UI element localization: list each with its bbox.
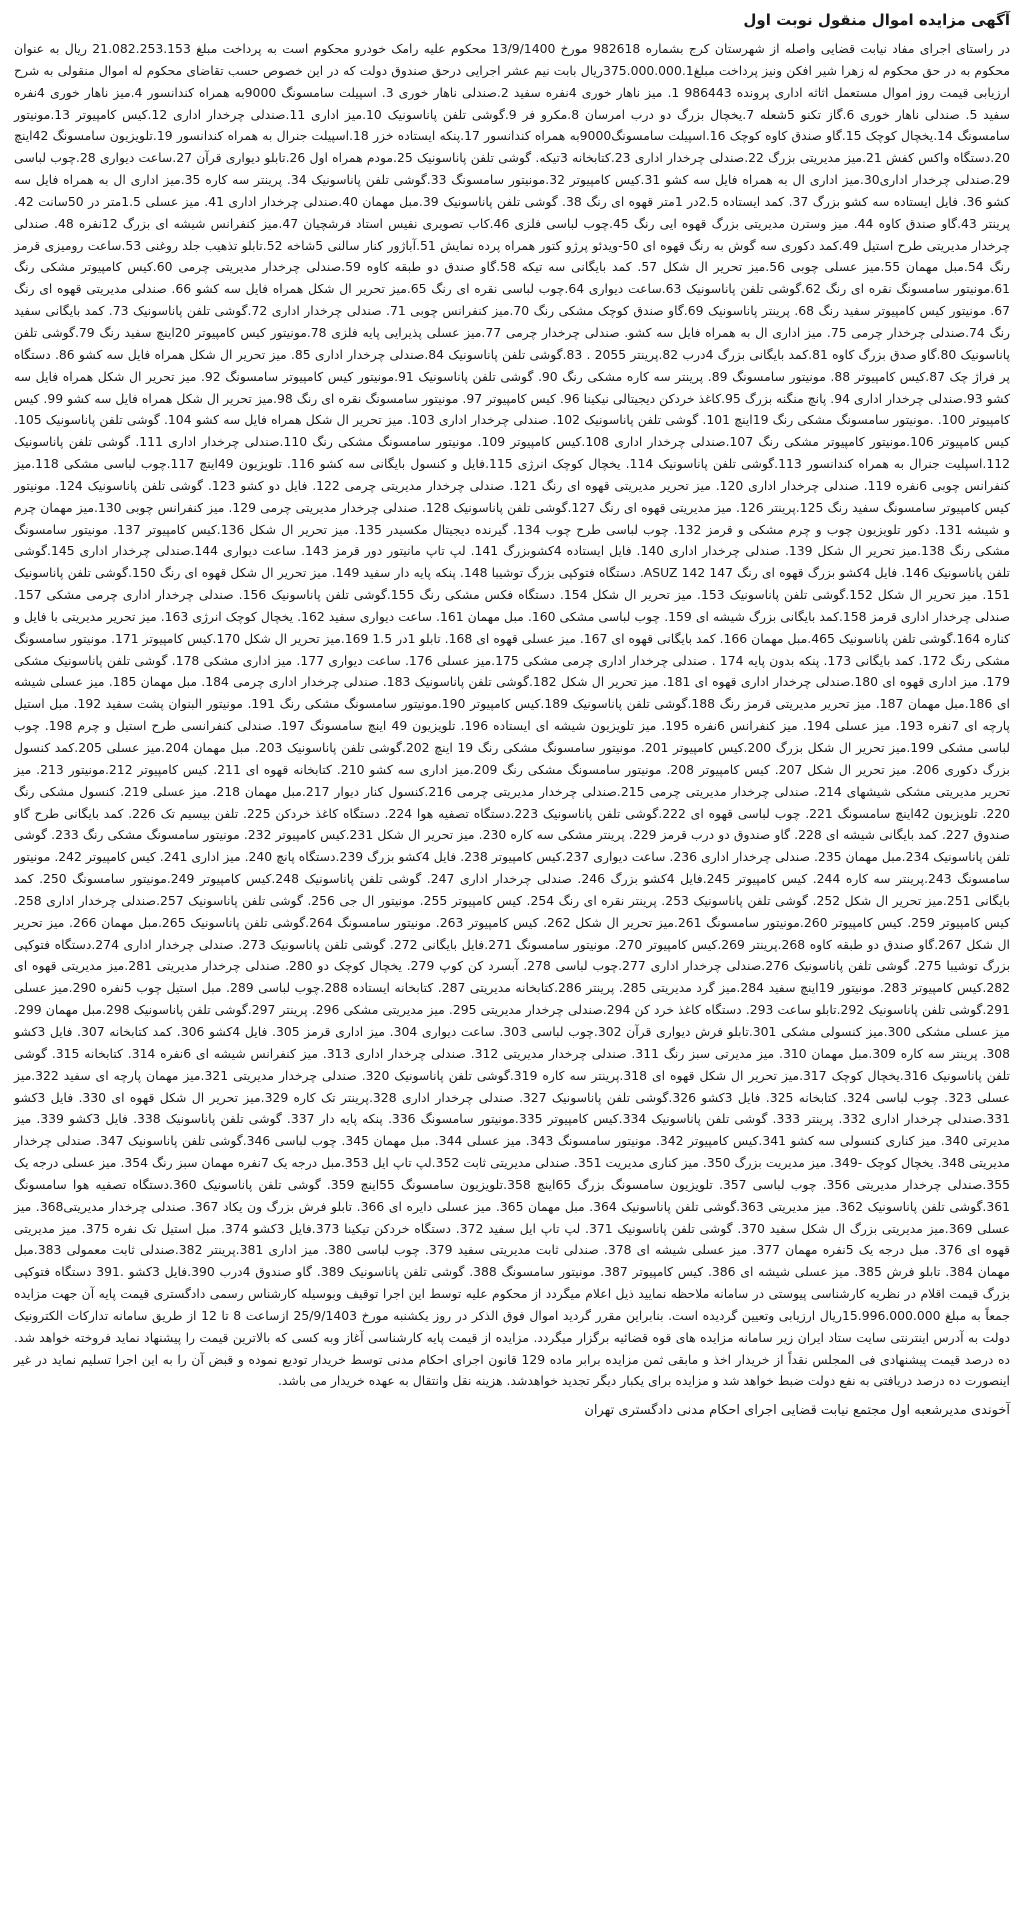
notice-title: آگهی مزایده اموال منقول نوبت اول (743, 11, 1010, 29)
notice-body: در راستای اجرای مفاد نیابت قضایی واصله از شهرستان کرج بشماره 982618 مورخ 13/9/1400 محکوم علیه رامک خودرو محکوم است به پرداخت مبلغ 21.082.253.153 ریال به عنوان محکوم به در حق محکوم له زهرا شیر افکن ونیز پرداخت مبلغ375.000.000.1ریال بابت نیم عشر اجرایی درحق صندوق دولت که در این خصوص حسب تقاضای محکوم له اموال منقولی به شرح ارزیابی قیمت روز اموال مستعمل اثاثه اداری پرونده 986443 1. میز ناهار خوری 4نفره سفید 2.صندلی ناهار خوری 3. اسپیلت سامسونگ 9000به همراه کندانسور 4.میز ناهار خوری 4نفره سفید 5. صندلی ناهار خوری 6.گاز تکنو 5شعله 7.یخچال بزرگ دو درب امرسان 8.مکرو فر 9.گوشی تلفن پاناسونیک 10.میز اداری 11.صندلی چرخدار اداری 12.کیس کامپیوتر 13.مونیتور سامسونگ 14.یخچال کوچک 15.گاو صندق کاوه کوچک 16.اسپیلت سامسونگ9000به همراه کندانسور 17.پنکه ایستاده خزر 18.اسپیلت جنرال به همراه کندانسور 19.تلویزیون سامسونگ 42اینچ 20.دستگاه واکس کفش 21.میز مدیریتی بزرگ 22.صندلی چرخدار اداری 23.کتابخانه 3تیکه. گوشی تلفن پاناسونیک 25.مودم همراه اول 26.تابلو دیواری قرآن 27.ساعت دیواری 28.چوب لباسی 29.صندلی چرخدار اداری30.میز اداری ال به همراه فایل سه کشو 31.کیس کامپیوتر 32.مونیتور سامسونگ 33.گوشی تلفن پاناسونیک 34. پرینتر سه کاره 35.میز اداری ال به همراه فایل سه کشو 36. فایل ایستاده سه کشو بزرگ 37. کمد ایستاده 2.5در 1متر قهوه ای رنگ 38. گوشی تلفن پاناسونیک 39.مبل مهمان 40.صندلی چرخدار اداری 41. میز عسلی 1.5متر در 50سانت 42. پرینتر 43.گاو صندق کاوه 44. میز وسترن مدیریتی بزرگ قهوه ایی رنگ 45.چوب لباسی فلزی 46.کاب تصویری نفیس استاد فرشچیان 47.میز کنفرانس شیشه ای بزرگ 12نفره 48. صندلی چرخدار مدیریتی طرح استیل 49.کمد دکوری سه گوش به رنگ قهوه ای 50-ویدئو پرژو کتور همراه پرده نمایش 51.آباژور کنار سالنی 5شاخه 52.تابلو تذهیب جلد روغنی 53.ساعت رومیزی قرمز رنگ 54.مبل مهمان 55.میز عسلی چوبی 56.میز تحریر ال شکل 57. کمد بایگانی سه تیکه 58.گاو صندق دو طبقه کاوه 59.صندلی چرخدار مدیریتی چرمی 60.کیس کامپیوتر مشکی رنگ 61.مونیتور سامسونگ نقره ای رنگ 62.گوشی تلفن پاناسونیک 63.ساعت دیواری 64.چوب لباسی نقره ای رنگ 65.میز تحریر ال شکل همراه فایل سه کشو 66. صندلی مدیریتی قهوه ای رنگ 67. مونیتور کیس کامپیوتر سفید رنگ 68. پرینتر پاناسونیک 69.گاو صندق کوچک مشکی رنگ 70.میز کنفرانس چوبی 71. صندلی چرخدار اداری 72.گوشی تلفن پاناسونیک 73. کمد بایگانی سفید رنگ 74.صندلی چرخدار چرمی 75. میز اداری ال به همراه فایل سه کشو. صندلی چرخدار چرمی 77.میز عسلی پذیرایی پایه فلزی 78.مونیتور کیس کامپیوتر 20اینچ سفید رنگ 79.گوشی تلفن پاناسونیک 80.گاو صدق بزرگ کاوه 81.کمد بایگانی بزرگ 4درب 82.پرینتر 2055 . 83.گوشی تلفن پاناسونیک 84.صندلی چرخدار اداری 85. میز تحریر ال شکل همراه فایل سه کشو 86. دستگاه پر فراژ چک 87.کیس کامپیوتر 88. مونیتور سامسونگ 89. پرینتر سه کاره مشکی رنگ 90. گوشی تلفن پاناسونیک 91.مونیتور کیس کامپیوتر سامسونگ 92. میز تحریر ال شکل همراه فایل سه کشو 93.صندلی چرخدار اداری 94. پانچ منگنه بزرگ 95.کاغذ خردکن دیجیتالی نیکینا 96. کیس کامپیوتر 97. مونیتور سامسونگ نقره ای رنگ 98.میز تحریر ال شکل همراه فایل سه کشو 99. کیس کامپیوتر 100. .مونیتور سامسونگ مشکی رنگ 19اینچ 101. گوشی تلفن پاناسونیک 102. صندلی چرخدار اداری 103. میز تحریر ال شکل همراه فایل سه کشو 104. گوشی تلفن پاناسونیک 105. کیس کامپیوتر 106.مونیتور کامپیوتر مشکی رنگ 107.صندلی چرخدار اداری 108.کیس کامپیوتر 109. مونیتور سامسونگ مشکی رنگ 110.صندلی چرخدار اداری 111. گوشی تلفن پاناسونیک 112.اسپلیت جنرال به همراه کندانسور 113.گوشی تلفن پاناسونیک 114. یخچال کوچک انرژی 115.فایل و کنسول بایگانی سه کشو 116. تلویزیون 49اینچ 117.چوب لباسی مشکی 118.میز کنفرانس چوبی 6نفره 119. صندلی چرخدار اداری 120. میز تحریر مدیریتی قهوه ای رنگ 121. صندلی چرخدار مدیریتی چرمی 122. فایل دو کشو 123. گوشی تلفن پاناسونیک 124. مونیتور کیس کامپیوتر سامسونگ سفید رنگ 125.پرینتر 126. میز مدیریتی قهوه ای رنگ 127.گوشی تلفن پاناسونیک 128. صندلی چرخدار مدیریتی چرمی 129. میز کنفرانس چوبی 130.میز مهمان چرم و شیشه 131. دکور تلویزیون چوب و چرم مشکی و قرمز 132. چوب لباسی طرح چوب 134. گیرنده دیجیتال مکسیدر 135. میز تحریر ال شکل 136.کیس کامپیوتر 137. مونیتور سامسونگ مشکی رنگ 138.میز تحریر ال شکل 139. صندلی چرخدار اداری 140. فایل ایستاده 4کشوبزرگ 141. لپ تاپ مانیتور دور قرمز 143. ساعت دیواری 144.صندلی چرخدار اداری 145.گوشی تلفن پاناسونیک 146. فایل 4کشو بزرگ قهوه ای رنگ ASUZ 142 147. دستگاه فتوکپی بزرگ توشیبا 148. پنکه پایه دار سفید 149. میز تحریر ال شکل قهوه ای رنگ 150.گوشی تلفن پاناسونیک 151. میز تحریر ال شکل 152.گوشی تلفن پاناسونیک 153. میز تحریر ال شکل 154. دستگاه فکس مشکی رنگ 155.گوشی تلفن پاناسونیک 156. صندلی چرخدار اداری چرمی مشکی 157. صندلی چرخدار اداری قرمز 158.کمد بایگانی بزرگ شیشه ای 159. چوب لباسی مشکی 160. مبل مهمان 161. ساعت دیواری سفید 162. یخچال کوچک انرژی 163. میز تحریر مدیریتی با فایل و کناره 164.گوشی تلفن پاناسونیک 465.مبل مهمان 166. کمد بایگانی قهوه ای 167. میز عسلی قهوه ای 168. تابلو 1در 1.5 169.میز تحریر ال شکل 170.کیس کامپیوتر 171. مونیتور سامسونگ مشکی رنگ 172. کمد بایگانی 173. پنکه بدون پایه 174 . صندلی چرخدار اداری چرمی مشکی 175.میز عسلی 176. ساعت دیواری 177. میز اداری مشکی 178. گوشی تلفن پاناسونیک مشکی 179. میز اداری قهوه ای 180.صندلی چرخدار اداری قهوه ای 181. میز تحریر ال شکل 182.گوشی تلفن پاناسونیک 183. صندلی چرخدار اداری چرمی 184. مبل مهمان 185. میز عسلی شیشه ای 186.مبل مهمان 187. میز تحریر مدیریتی قرمز رنگ 188.گوشی تلفن پاناسونیک 189.کیس کامپیوتر 190.مونیتور سامسونگ مشکی رنگ 191. مونیتور البنوان پشت سفید 192. مبل استیل پارچه ای 7نفره 193. میز عسلی 194. میز کنفرانس 6نفره 195. میز تلویزیون شیشه ای ایستاده 196. تلویزیون 49 اینچ سامسونگ 197. صندلی کنفرانسی طرح استیل و چرم 198. چوب لباسی مشکی 199.میز تحریر ال شکل بزرگ 200.کیس کامپیوتر 201. مونیتور سامسونگ مشکی رنگ 19 اینچ 202.گوشی تلفن پاناسونیک 203. مبل مهمان 204.میز عسلی 205.کمد کنسول بزرگ دکوری 206. میز تحریر ال شکل 207. کیس کامپیوتر 208. مونیتور سامسونگ مشکی رنگ 209.میز اداری سه کشو 210. کتابخانه قهوه ای 211. کیس کامپیوتر 212.مونیتور 213. میز تحریر مدیریتی مشکی شیشهای 214. صندلی چرخدار مدیریتی چرمی 215.صندلی چرخدار مدیریتی چرمی 216.کنسول کنار دیوار 217.مبل مهمان 218. میز عسلی 219. کنسول مشکی رنگ 220. تلویزیون 42اینچ سامسونگ 221. چوب لباسی قهوه ای 222.گوشی تلفن پاناسونیک 223.دستگاه تصفیه هوا 224. دستگاه کاغذ خردکن 225. تلفن بیسیم تک 226. کمد بایگانی طرح گاو صندوق 227. کمد بایگانی شیشه ای 228. گاو صندوق دو درب قرمز 229. پرینتر مشکی سه کاره 230. میز تحریر ال شکل 231.کیس کامپیوتر 232. مونیتور سامسونگ مشکی رنگ 233. گوشی تلفن پاناسونیک 234.مبل مهمان 235. صندلی چرخدار اداری 236. ساعت دیواری 237.کیس کامپیوتر 238. فایل 4کشو بزرگ 239.دستگاه پانچ 240. میز اداری 241. کیس کامپیوتر 242. مونیتور سامسونگ 243.پرینتر سه کاره 244. کیس کامپیوتر 245.فایل 4کشو بزرگ 246. صندلی چرخدار اداری 247. گوشی تلفن پاناسونیک 248.کیس کامپیوتر 249.مونیتور سامسونگ 250. کمد بایگانی 251.میز تحریر ال شکل 252. گوشی تلفن پاناسونیک 253. پرینتر نقره ای رنگ 254. کیس کامپیوتر 255. مونیتور ال جی 256. گوشی تلفن پاناسونیک 257.صندلی چرخدار اداری 258. کیس کامپیوتر 259. کیس کامپیوتر 260.مونیتور سامسونگ 261.میز تحریر ال شکل 262. کیس کامپیوتر 263. مونیتور سامسونگ 264.گوشی تلفن پاناسونیک 265.مبل مهمان 266. میز تحریر ال شکل 267.گاو صندق دو طبقه کاوه 268.پرینتر 269.کیس کامپیوتر 270. مونیتور سامسونگ 271.فایل بایگانی 272. گوشی تلفن پاناسونیک 273. صندلی چرخدار اداری 274.دستگاه فتوکپی بزرگ توشیبا 275. گوشی تلفن پاناسونیک 276.صندلی چرخدار اداری 277.چوب لباسی 278. آبسرد کن کوپ 279. یخچال کوچک دو 280. صندلی چرخدار مدیریتی 281.میز مدیریتی قهوه ای 282.کیس کامپیوتر 283. مونیتور 19اینچ سفید 284.میز گرد مدیریتی 285. پرینتر 286.کتابخانه مدیریتی 287. کتابخانه ایستاده 288.چوب لباسی 289. مبل استیل چوب 5نفره 290.میز عسلی 291.گوشی تلفن پاناسونیک 292.تابلو ساعت 293. دستگاه کاغذ خرد کن 294.صندلی چرخدار مدیریتی 295. میز مدیریتی مشکی 296. پرینتر 297.گوشی تلفن پاناسونیک 298.مبل مهمان 299. میز عسلی مشکی 300.میز کنسولی مشکی 301.تابلو فرش دیواری قرآن 302.چوب لباسی 303. ساعت دیواری 304. میز اداری قرمز 305. فایل 4کشو 306. کمد کتابخانه 307. فایل 3کشو 308. پرینتر سه کاره 309.مبل مهمان 310. میز مدیرتی سبز رنگ 311. صندلی چرخدار مدیریتی 312. صندلی چرخدار اداری 313. میز کنفرانس شیشه ای 6نفره 314. کتابخانه 315. گوشی تلفن پاناسونیک 316.یخچال کوچک 317.میز تحریر ال شکل قهوه ای 318.پرینتر سه کاره 319.گوشی تلفن پاناسونیک 320. صندلی چرخدار مدیریتی 321.میز مهمان پارچه ای سفید 322.میز عسلی 323. چوب لباسی 324. کتابخانه 325. فایل 3کشو 326.گوشی تلفن پاناسونیک 327. صندلی چرخدار اداری 328.پرینتر تک کاره 329.میز تحریر ال شکل قهوه ای 330. فایل 3کشو 331.صندلی چرخدار اداری 332. پرینتر 333. گوشی تلفن پاناسونیک 334.کیس کامپیوتر 335.مونیتور سامسونگ 336. پنکه پایه دار 337. گوشی تلفن پاناسونیک 338. فایل 3کشو 339. میز مدیرتی 340. میز کناری کنسولی سه کشو 341.کیس کامپیوتر 342. مونیتور سامسونگ 343. میز عسلی 344. مبل مهمان 345. چوب لباسی 346.گوشی تلفن پاناسونیک 347. صندلی چرخدار مدیریتی 348. یخچال کوچک -349. میز مدیریت بزرگ 350. میز کناری مدیریت 351. صندلی مدیریتی ثابت 352.لپ تاپ ایل 353.مبل درجه یک 7نفره مهمان سبز رنگ 354. میز عسلی درجه یک 355.صندلی چرخدار مدیریتی 356. چوب لباسی 357. تلویزیون سامسونگ بزرگ 65اینچ 358.تلویزیون سامسونگ 55اینچ 359. گوشی تلفن پاناسونیک 360.دستگاه تصفیه هوا سامسونگ 361.گوشی تلفن پاناسونیک 362. میز مدیریتی 363.گوشی تلفن پاناسونیک 364. مبل مهمان 365. میز عسلی دایره ای 366. تابلو فرش بزرگ ون یکاد 367. صندلی چرخدار مدیریتی368. میز عسلی 369.میز مدیریتی بزرگ ال شکل سفید 370. گوشی تلفن پاناسونیک 371. لپ تاپ ایل سفید 372. دستگاه خردکن تیکینا 373.فایل 3کشو 374. مبل استیل تک نفره 375. میز مدیریتی قهوه ای 376. مبل درجه یک 5نفره مهمان 377. میز عسلی شیشه ای 378. صندلی ثابت مدیریتی سفید 379. چوب لباسی 380. میز اداری 381.پرینتر 382.صندلی ثابت معمولی 383.مبل مهمان 384. تابلو فرش 385. میز عسلی شیشه ای 386. کیس کامپیوتر 387. مونیتور سامسونگ 388. گوشی تلفن پاناسونیک 389. گاو صندوق 4درب 390.فایل 3کشو .391 دستگاه فتوکپی بزرگ قیمت اقلام در نظریه کارشناسی پیوستی در سامانه ملاحظه نمایید ذیل اعلام میگردد از محکوم علیه توسط این اجرا توقیف وبوسیله کارشناس رسمی دادگستری قیمت پایه آن جهت مزایده جمعاً به مبلغ 15.996.000.000ریال ارزیابی وتعیین گردیده است. بنابراین مقرر گردید اموال فوق الذکر در روز یکشنبه مورخ 25/9/1403 ازساعت 8 تا 12 از طریق سامانه تدارکات الکترونیک دولت به آدرس اینترنتی سایت ستاد ایران زیر سامانه مزایده های قوه قضائیه برگزار میگردد. مزایده از قیمت پایه کارشناسی آغاز وبه کسی که بالاترین قیمت را پیشنهاد نماید فروخته خواهد شد. ده درصد قیمت پیشنهادی فی المجلس نقداً از خریدار اخذ و مابقی ثمن مزایده برابر ماده 129 قانون اجرای احکام مدنی توسط خریدار تودیع نموده و قبض آن را به این اجرا تسلیم نماید در غیر اینصورت ده درصد دریافتی به نفع دولت ضبط خواهد شد و مزایده برای یکبار دیگر تجدید خواهدشد. هزینه نقل وانتقال به عهده خریدار می باشد. (14, 41, 1011, 1389)
notice-signature: آخوندی مدیرشعبه اول مجتمع نیابت قضایی اجرای احکام مدنی دادگستری تهران (584, 1403, 1010, 1419)
